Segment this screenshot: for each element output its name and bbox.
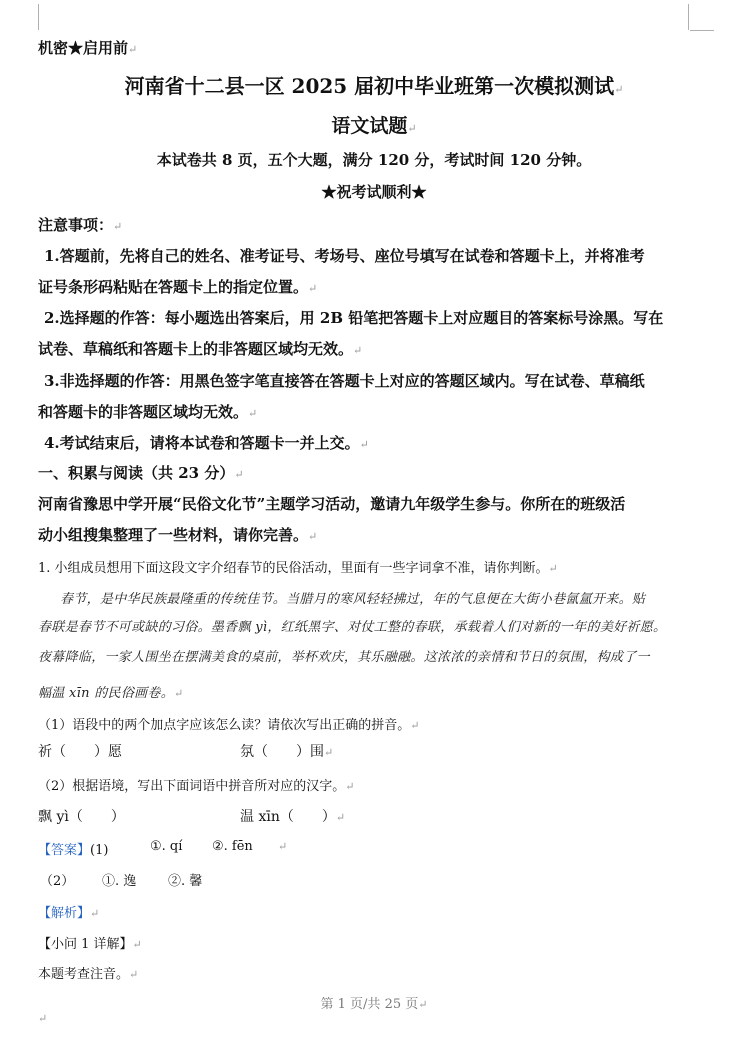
passage-line-1: 春节，是中华民族最隆重的传统佳节。当腊月的寒风轻轻拂过，年的气息便在大街小巷氤氲开来。贴 — [60, 592, 646, 607]
answer-label: 【答案】 — [38, 843, 91, 858]
sub-question-2: （2）根据语境，写出下面词语中拼音所对应的汉字。↵ — [38, 779, 355, 794]
note-item-3-line-2: 和答题卡的非答题区域均无效。↵ — [38, 403, 258, 421]
detail-text: 本题考查注音。↵ — [38, 967, 139, 982]
para-mark: ↵ — [278, 840, 288, 853]
analysis-label: 【解析】↵ — [38, 906, 100, 921]
section-intro-line-2: 动小组搜集整理了一些材料，请你完善。↵ — [38, 526, 318, 544]
answer-2-part-2: ②. 馨 — [168, 874, 203, 889]
crop-mark — [38, 4, 39, 30]
passage-line-4: 幅温 xīn 的民俗画卷。↵ — [38, 686, 184, 701]
answer-1-part-2: ②. fēn — [212, 839, 253, 854]
exam-info: 本试卷共 8 页，五个大题，满分 120 分，考试时间 120 分钟。 — [156, 151, 592, 169]
section-intro-line-1: 河南省豫思中学开展“民俗文化节”主题学习活动，邀请九年级学生参与。你所在的班级活 — [38, 495, 626, 513]
document-title: 河南省十二县一区 2025 届初中毕业班第一次模拟测试↵ — [124, 74, 624, 98]
note-item-1-line-1: 1.答题前，先将自己的姓名、准考证号、考场号、座位号填写在试卷和答题卡上，并将准考 — [44, 247, 645, 265]
answer-1-part-1: ①. qí — [150, 839, 183, 854]
notes-heading: 注意事项：↵ — [38, 216, 123, 234]
note-item-2-line-2: 试卷、草稿纸和答题卡上的非答题区域均无效。↵ — [38, 340, 363, 358]
sub2-blank-1: 飘 yì（ ） — [38, 809, 125, 825]
good-luck-wish: ★祝考试顺利★ — [321, 183, 427, 201]
document-subtitle: 语文试题↵ — [331, 115, 417, 137]
answer-2-part-1: ①. 逸 — [102, 874, 137, 889]
note-item-1-line-2: 证号条形码粘贴在答题卡上的指定位置。↵ — [38, 278, 318, 296]
note-item-3-line-1: 3.非选择题的作答：用黑色签字笔直接答在答题卡上对应的答题区域内。写在试卷、草稿纸 — [44, 372, 645, 390]
passage-line-2: 春联是春节不可或缺的习俗。墨香飘 yì，红纸黑字、对仗工整的春联，承载着人们对新的一年的美好祈愿。 — [38, 620, 667, 635]
sub1-blank-1: 祈（ ）愿 — [38, 744, 122, 760]
detail-label: 【小问 1 详解】↵ — [38, 937, 142, 952]
page-footer: 第 1 页/共 25 页↵ — [320, 997, 428, 1012]
note-item-2-line-1: 2.选择题的作答：每小题选出答案后，用 2B 铅笔把答题卡上对应题目的答案标号涂黑。写在 — [44, 309, 664, 327]
passage-line-3: 夜幕降临，一家人围坐在摆满美食的桌前，举杯欢庆，其乐融融。这浓浓的亲情和节日的氛围，构成了一 — [38, 650, 650, 665]
note-item-4: 4.考试结束后，请将本试卷和答题卡一并上交。↵ — [44, 434, 369, 452]
sub-question-1: （1）语段中的两个加点字应该怎么读？请依次写出正确的拼音。↵ — [38, 718, 420, 733]
answer-row-2: （2） — [40, 874, 75, 889]
end-para-mark: ↵ — [38, 1012, 48, 1025]
sub2-blank-2: 温 xīn（ ）↵ — [240, 809, 346, 825]
section-heading: 一、积累与阅读（共 23 分）↵ — [38, 464, 244, 482]
crop-mark — [688, 4, 689, 30]
answer-row-1: 【答案】(1) — [38, 843, 109, 858]
crop-mark — [690, 30, 714, 31]
question-stem: 1. 小组成员想用下面这段文字介绍春节的民俗活动，里面有一些字词拿不准，请你判断。↵ — [38, 561, 558, 576]
confidential-label: 机密★启用前↵ — [38, 39, 138, 57]
sub1-blank-2: 氛（ ）围↵ — [240, 744, 334, 760]
